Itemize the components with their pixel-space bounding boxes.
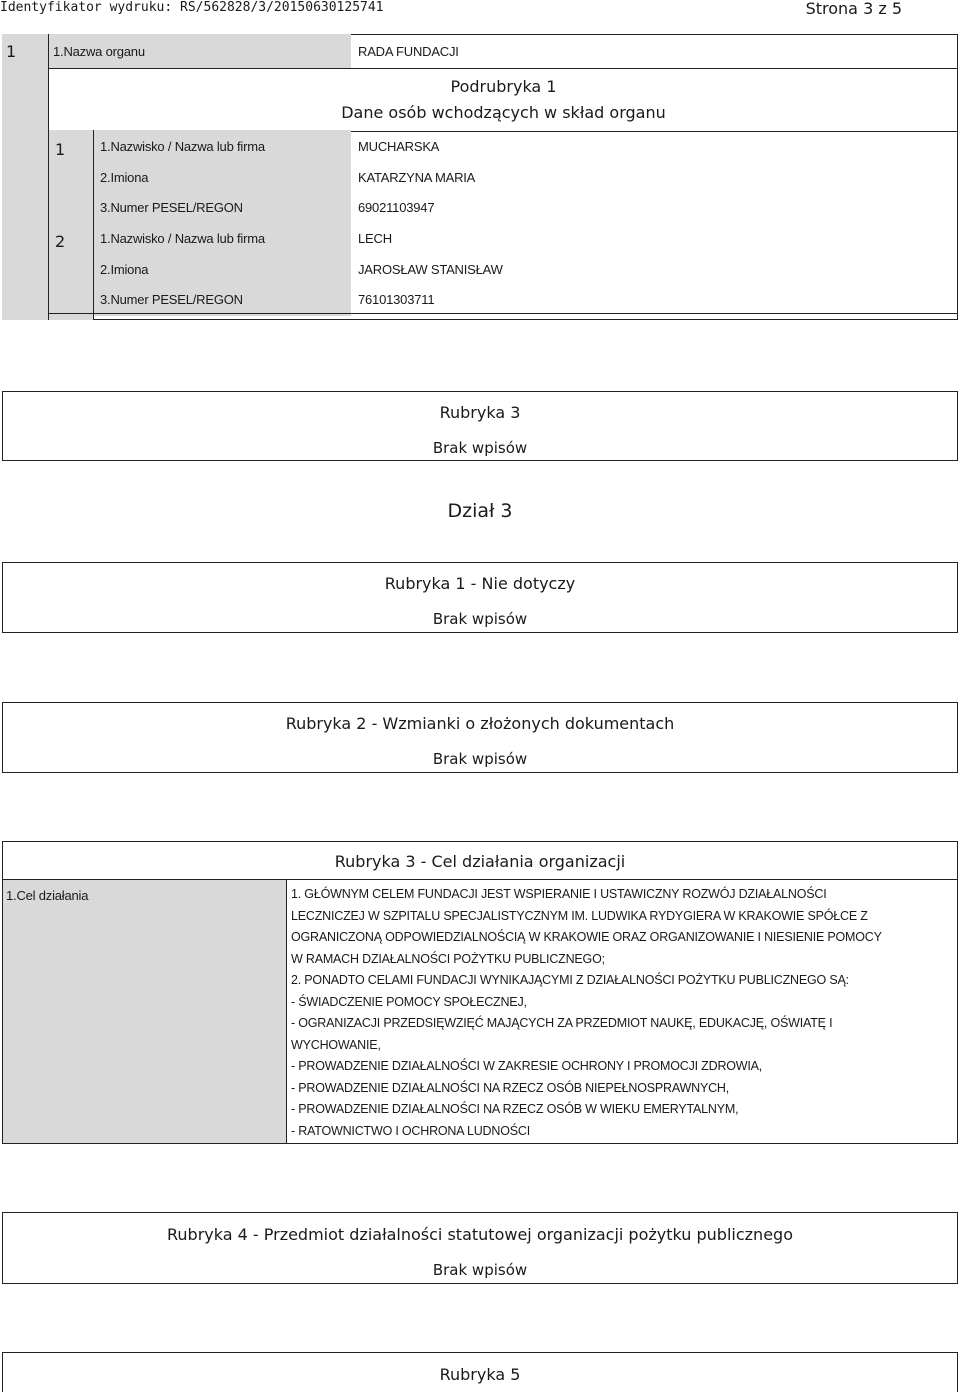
cel-line: LECZNICZEJ W SZPITALU SPECJALISTYCZNYM IM. LUDWIKA RYDYGIERA W KRAKOWIE SPÓŁCE Z	[291, 908, 868, 923]
person-surname-value: MUCHARSKA	[358, 139, 440, 154]
cel-line: - PROWADZENIE DZIAŁALNOŚCI NA RZECZ OSÓB NIEPEŁNOSPRAWNYCH,	[291, 1080, 730, 1095]
person-pesel-label: 3.Numer PESEL/REGON	[100, 200, 243, 215]
person-number: 1	[55, 140, 66, 159]
person-pesel-value: 76101303711	[358, 292, 435, 307]
organ-bottom-rule	[49, 313, 958, 314]
person-surname-value: LECH	[358, 231, 392, 246]
rubryka4-box	[2, 1212, 958, 1284]
person-surname-label: 1.Nazwisko / Nazwa lub firma	[100, 231, 265, 246]
rubryka3-top-box	[2, 391, 958, 461]
cel-label: 1.Cel działania	[6, 888, 89, 903]
person-surname-label: 1.Nazwisko / Nazwa lub firma	[100, 139, 265, 154]
cel-line: 1. GŁÓWNYM CELEM FUNDACJI JEST WSPIERANIE I USTAWICZNY ROZWÓJ DZIAŁALNOŚCI	[291, 887, 827, 901]
podrubryka-subtitle: Dane osób wchodzących w skład organu	[341, 103, 666, 122]
person-names-label: 2.Imiona	[100, 262, 149, 277]
cel-line: 2. PONADTO CELAMI FUNDACJI WYNIKAJĄCYMI Z DZIAŁALNOŚCI POŻYTKU PUBLICZNEGO SĄ:	[291, 973, 849, 987]
rubryka3-top-title: Rubryka 3	[439, 403, 521, 422]
rubryka1-title: Rubryka 1 - Nie dotyczy	[384, 574, 576, 593]
rubryka3-cel-title: Rubryka 3 - Cel działania organizacji	[334, 852, 626, 871]
dzial3-title: Dział 3	[447, 500, 513, 522]
cel-line: OGRANICZONĄ ODPOWIEDZIALNOŚCIĄ W KRAKOWIE ORAZ ORGANIZOWANIE I NIESIENIE POMOCY	[291, 930, 882, 944]
cel-label-cell	[3, 880, 287, 1143]
rubryka5-title: Rubryka 5	[439, 1365, 521, 1384]
cel-line: - ŚWIADCZENIE POMOCY SPOŁECZNEJ,	[291, 994, 527, 1009]
rubryka3-top-empty: Brak wpisów	[432, 439, 528, 457]
rubryka1-box	[2, 562, 958, 633]
cel-line: WYCHOWANIE,	[291, 1037, 381, 1052]
podrubryka-header	[49, 68, 958, 132]
organ-row-number: 1	[6, 42, 17, 61]
person-pesel-label: 3.Numer PESEL/REGON	[100, 292, 243, 307]
cel-line: - RATOWNICTWO I OCHRONA LUDNOŚCI	[291, 1123, 530, 1138]
organ-name-value: RADA FUNDACJI	[358, 44, 459, 59]
cel-line: - OGRANIZACJI PRZEDSIĘWZIĘĆ MAJĄCYCH ZA PRZEDMIOT NAUKĘ, EDUKACJĘ, OŚWIATĘ I	[291, 1016, 833, 1030]
rubryka5-box	[2, 1352, 958, 1392]
person-pesel-value: 69021103947	[358, 200, 435, 215]
rubryka4-title: Rubryka 4 - Przedmiot działalności statutowej organizacji pożytku publicznego	[167, 1225, 793, 1244]
rubryka2-title: Rubryka 2 - Wzmianki o złożonych dokumentach	[285, 714, 675, 733]
cel-line: W RAMACH DZIAŁALNOŚCI POŻYTKU PUBLICZNEGO;	[291, 951, 605, 966]
person-names-value: JAROSŁAW STANISŁAW	[358, 262, 503, 277]
cel-line: - PROWADZENIE DZIAŁALNOŚCI W ZAKRESIE OCHRONY I PROMOCJI ZDROWIA,	[291, 1059, 763, 1073]
rubryka4-empty: Brak wpisów	[432, 1261, 528, 1279]
cel-line: - PROWADZENIE DZIAŁALNOŚCI NA RZECZ OSÓB W WIEKU EMERYTALNYM,	[291, 1102, 739, 1116]
page-number: Strona 3 z 5	[805, 0, 902, 18]
rubryka2-empty: Brak wpisów	[432, 750, 528, 768]
print-identifier: Identyfikator wydruku: RS/562828/3/20150630125741	[0, 0, 384, 15]
podrubryka-title: Podrubryka 1	[450, 77, 557, 96]
person-number: 2	[55, 232, 66, 251]
person-names-value: KATARZYNA MARIA	[358, 170, 476, 185]
cel-text	[291, 884, 955, 1142]
organ-name-label: 1.Nazwa organu	[53, 44, 145, 59]
organ-number-column	[2, 34, 49, 320]
rubryka1-empty: Brak wpisów	[432, 610, 528, 628]
rubryka2-box	[2, 702, 958, 773]
person-names-label: 2.Imiona	[100, 170, 149, 185]
